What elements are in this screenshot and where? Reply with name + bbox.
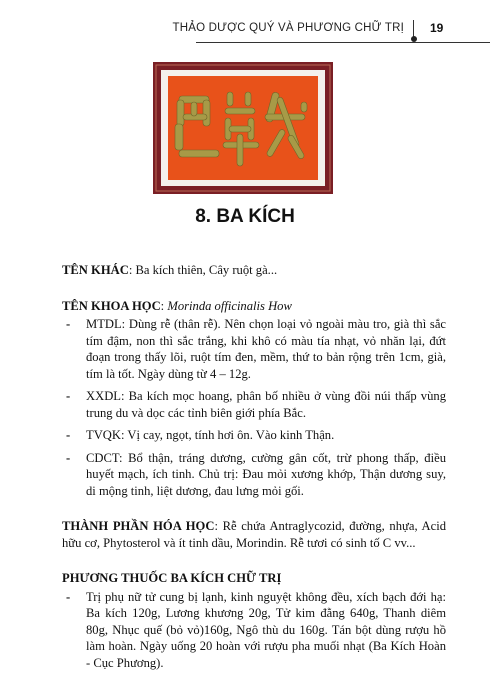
header-dot: [411, 36, 417, 42]
page-number: 19: [430, 21, 444, 35]
list-item: - CDCT: Bổ thận, tráng dương, cường gân cốt, trừ phong thấp, điều huyết mạch, ích tinh. Chủ trị: Đau mỏi xương khớp, Thận dương suy, di mộng tinh, liệt dương, đau lưng mỏi gối.: [66, 450, 446, 498]
list-item: - MTDL: Dùng rễ (thân rễ). Nên chọn loại vỏ ngoài màu tro, già thì sắc tím đậm, non thì sắc trắng, khi khô có màu tía nhạt, vỏ nhăn lại, đứt đoạn trong thấy lõi, ruột tím đen, mềm, thứ to bản rộng trên 1cm, già, tím là tốt. Ngày dùng từ 4 – 12g.: [66, 317, 446, 381]
chapter-title: 8. BA KÍCH: [195, 206, 295, 227]
section-ten-khoa-hoc: [62, 298, 446, 500]
ba-kich-photo-image: [153, 62, 333, 194]
page-header: [0, 0, 490, 46]
ten-khoa-hoc-label: TÊN KHOA HỌC: [62, 298, 161, 313]
ten-khoa-hoc-sep: :: [160, 298, 168, 313]
list-item: - TVQK: Vị cay, ngọt, tính hơi ôn. Vào kinh Thận.: [66, 428, 335, 442]
header-rule: [196, 42, 490, 43]
list-item: - Trị phụ nữ tử cung bị lạnh, kinh nguyệt không đều, xích bạch đới hạ: Ba kích 120g, Lương khương 20g, Tử kim đằng 640g, Thanh diêm 80g, Nhục quế (bỏ vỏ)160g, Ngô thù du 160g. Tán bột dùng rượu hồ làm hoàn. Ngày uống 20 hoàn với rượu pha muối nhạt (Ba Kích Hoàn - Cục Phương).: [66, 589, 446, 670]
running-header-title: THẢO DƯỢC QUÝ VÀ PHƯƠNG CHỮ TRỊ: [172, 22, 404, 34]
section-thanh-phan: [62, 518, 446, 551]
ten-khac-text: : Ba kích thiên, Cây ruột gà...: [128, 263, 278, 277]
ten-khac-label: TÊN KHÁC: [62, 263, 129, 277]
thanh-phan-text: : Rễ chứa Antraglycozid, đường, nhựa, Acid hữu cơ, Phytosterol và ít tinh dầu, Morindin. Rễ tươi có sinh tố C vv...: [62, 519, 447, 550]
framed-herb-photo: [153, 62, 333, 194]
thanh-phan-label: THÀNH PHẦN HÓA HỌC: [62, 519, 215, 533]
list-item: - XXDL: Ba kích mọc hoang, phân bố nhiều ở vùng đồi núi thấp vùng trung du và dọc các tỉnh biên giới phía Bắc.: [66, 389, 446, 420]
section-ten-khac: [62, 262, 446, 279]
ten-khoa-hoc-heading: [62, 298, 446, 315]
scientific-name: Morinda officinalis How: [167, 298, 292, 313]
section-phuong-thuoc: [62, 570, 446, 671]
phuong-thuoc-list: [62, 589, 446, 672]
ten-khoa-hoc-list: [62, 316, 446, 499]
phuong-thuoc-label: PHƯƠNG THUỐC BA KÍCH CHỮ TRỊ: [62, 571, 282, 585]
article-body: [62, 262, 446, 677]
